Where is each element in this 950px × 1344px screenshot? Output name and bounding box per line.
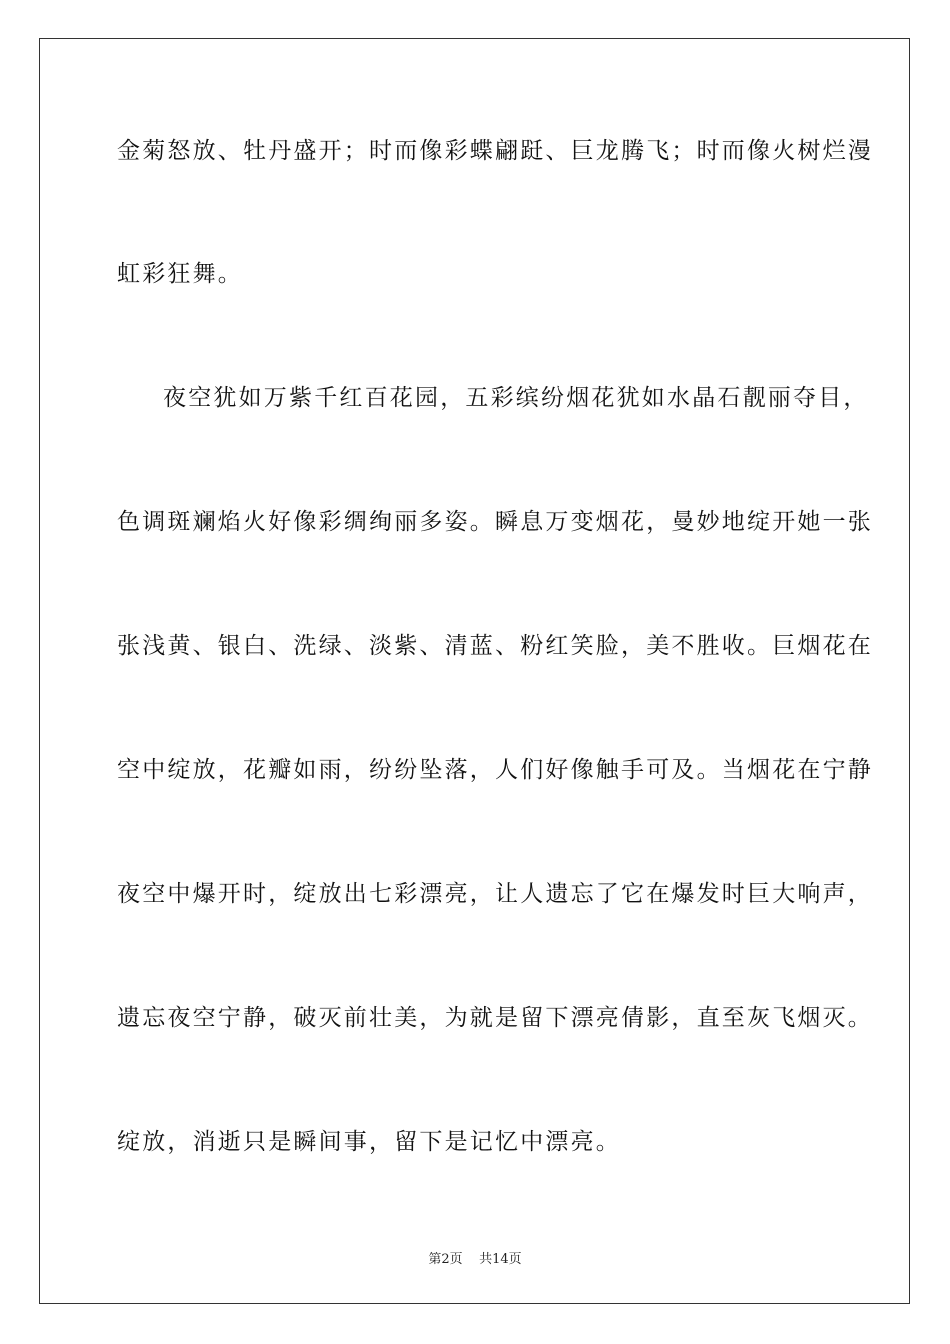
- text-line-1: 金菊怒放、牡丹盛开；时而像彩蝶翩跹、巨龙腾飞；时而像火树烂漫: [117, 138, 873, 164]
- paragraph-start-line: 夜空犹如万紫千红百花园，五彩缤纷烟花犹如水晶石靓丽夺目，: [163, 385, 869, 411]
- page-border: [39, 38, 910, 1304]
- text-line-7: 夜空中爆开时，绽放出七彩漂亮，让人遗忘了它在爆发时巨大响声，: [117, 881, 873, 907]
- text-line-5: 张浅黄、银白、洗绿、淡紫、清蓝、粉红笑脸，美不胜收。巨烟花在: [117, 633, 873, 659]
- text-line-2: 虹彩狂舞。: [117, 261, 243, 287]
- text-line-6: 空中绽放，花瓣如雨，纷纷坠落，人们好像触手可及。当烟花在宁静: [117, 757, 873, 783]
- text-line-9: 绽放，消逝只是瞬间事，留下是记忆中漂亮。: [117, 1129, 621, 1155]
- page-number-footer: 第2页 共14页: [428, 1252, 522, 1267]
- text-line-8: 遗忘夜空宁静，破灭前壮美，为就是留下漂亮倩影，直至灰飞烟灭。: [117, 1005, 873, 1031]
- text-line-4: 色调斑斓焰火好像彩绸绚丽多姿。瞬息万变烟花，曼妙地绽开她一张: [117, 509, 873, 535]
